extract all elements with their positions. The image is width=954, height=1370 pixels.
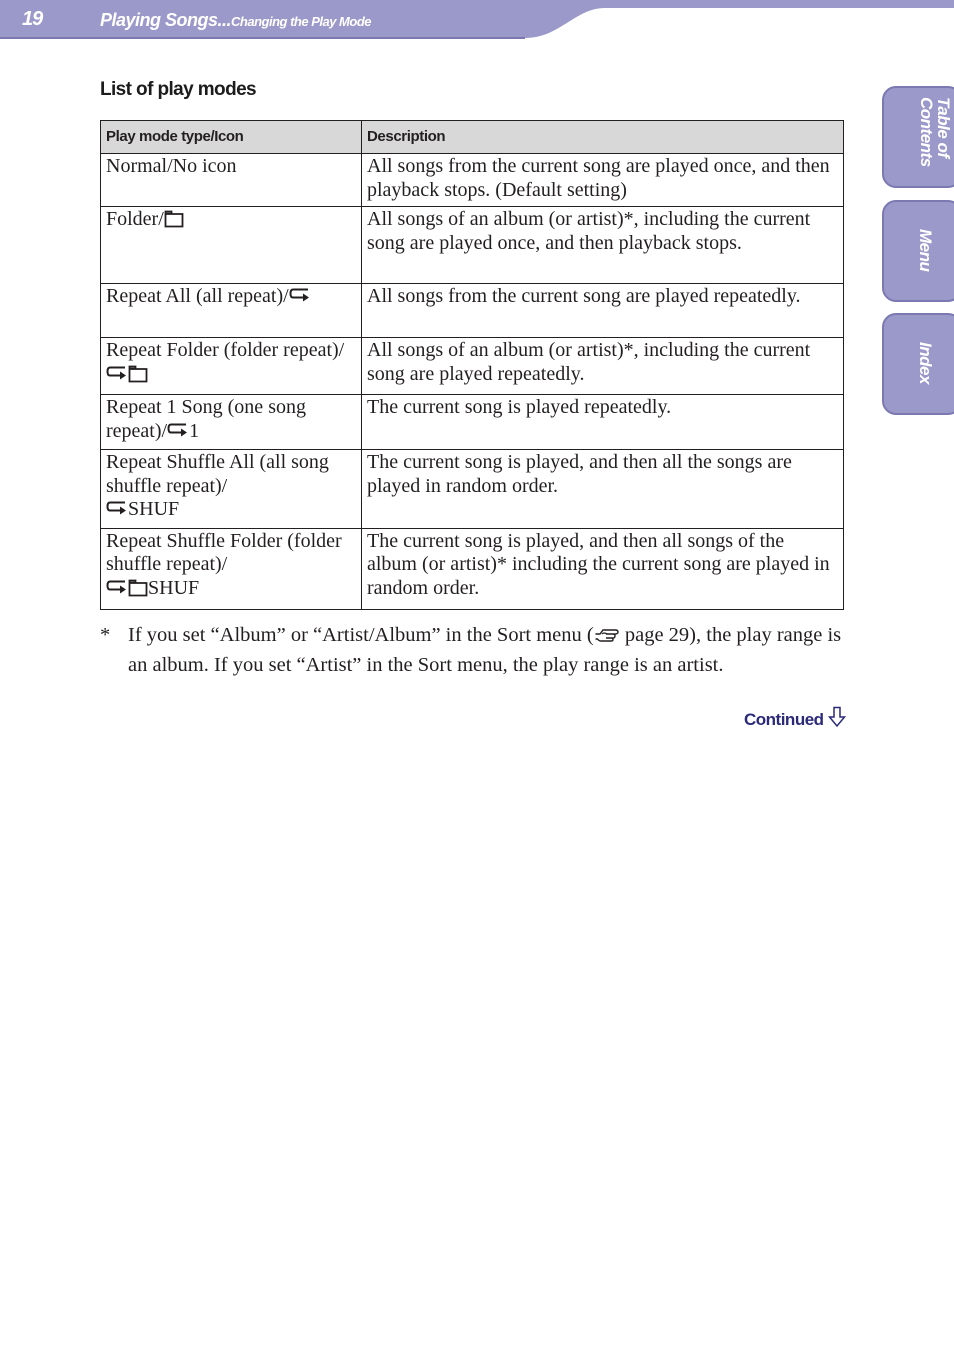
mode-description-cell: All songs of an album (or artist)*, including the current song are played once, and then playback stops. xyxy=(362,207,844,284)
mode-description-cell: The current song is played, and then all songs of the album (or artist)* including the current song are played in random order. xyxy=(362,528,844,609)
mode-description-cell: All songs from the current song are played repeatedly. xyxy=(362,284,844,338)
table-row xyxy=(101,450,844,529)
tab-index[interactable] xyxy=(882,313,954,415)
mode-description-cell: The current song is played, and then all the songs are played in random order. xyxy=(362,450,844,529)
tab-toc-line1: Table of xyxy=(934,97,953,158)
section-heading: List of play modes xyxy=(100,79,257,100)
mode-type-cell xyxy=(101,528,362,609)
folder-icon xyxy=(128,579,148,604)
repeat-icon xyxy=(106,579,128,604)
mode-type-cell xyxy=(101,338,362,395)
down-arrow-icon xyxy=(828,706,846,733)
repeat-icon xyxy=(289,287,311,312)
column-header-type: Play mode type/Icon xyxy=(101,121,362,154)
tab-table-of-contents-label xyxy=(918,97,952,167)
footnote-text-after: page 29), the play range is an album. If you set “Artist” in the Sort menu, the play range is an artist. xyxy=(128,624,842,676)
footnote-text-before: If you set “Album” or “Artist/Album” in the Sort menu ( xyxy=(128,624,594,646)
table-row xyxy=(101,154,844,207)
header-title xyxy=(100,10,371,31)
mode-type-text: Repeat Shuffle All (all song shuffle repeat)/ xyxy=(106,451,329,497)
table-row xyxy=(101,284,844,338)
mode-type-cell xyxy=(101,395,362,450)
repeat-icon xyxy=(106,365,128,390)
tab-menu-label: Menu xyxy=(916,229,935,272)
page-number: 19 xyxy=(22,8,43,30)
folder-icon xyxy=(128,365,148,390)
column-header-description: Description xyxy=(362,121,844,154)
mode-type-text: Normal/No icon xyxy=(106,155,237,177)
header-title-main: Playing Songs... xyxy=(100,10,232,30)
mode-description-cell: The current song is played repeatedly. xyxy=(362,395,844,450)
mode-description-cell: All songs of an album (or artist)*, including the current song are played repeatedly. xyxy=(362,338,844,395)
repeat-icon xyxy=(167,422,189,447)
continued-link[interactable] xyxy=(744,706,846,733)
mode-type-cell xyxy=(101,154,362,207)
folder-icon xyxy=(164,210,184,235)
tab-toc-line2: Contents xyxy=(917,97,936,167)
mode-type-suffix: SHUF xyxy=(128,498,180,520)
table-header-row xyxy=(101,121,844,154)
mode-type-text: Repeat 1 Song (one song repeat)/ xyxy=(106,396,306,442)
table-row xyxy=(101,338,844,395)
header-title-sub: Changing the Play Mode xyxy=(231,14,371,29)
table-row xyxy=(101,528,844,609)
mode-type-suffix: 1 xyxy=(189,419,200,442)
mode-type-text: Repeat Folder (folder repeat)/ xyxy=(106,339,345,361)
repeat-icon xyxy=(106,500,128,525)
footnote xyxy=(100,622,860,679)
tab-index-label: Index xyxy=(916,342,935,384)
tab-menu[interactable] xyxy=(882,200,954,302)
mode-type-cell xyxy=(101,284,362,338)
mode-type-suffix: SHUF xyxy=(148,576,200,599)
mode-type-cell xyxy=(101,450,362,529)
continued-label: Continued xyxy=(744,710,824,729)
tab-table-of-contents[interactable] xyxy=(882,86,954,188)
pointing-hand-icon[interactable] xyxy=(594,625,620,652)
play-modes-table xyxy=(100,120,844,610)
mode-type-cell xyxy=(101,207,362,284)
mode-type-text: Folder/ xyxy=(106,208,164,230)
mode-description-cell: All songs from the current song are played once, and then playback stops. (Default setting) xyxy=(362,154,844,207)
header-band xyxy=(0,0,954,40)
footnote-text xyxy=(128,622,860,679)
table-row xyxy=(101,207,844,284)
mode-type-text: Repeat Shuffle Folder (folder shuffle repeat)/ xyxy=(106,529,342,575)
footnote-marker: * xyxy=(100,624,111,646)
table-row xyxy=(101,395,844,450)
mode-type-text: Repeat All (all repeat)/ xyxy=(106,285,289,307)
